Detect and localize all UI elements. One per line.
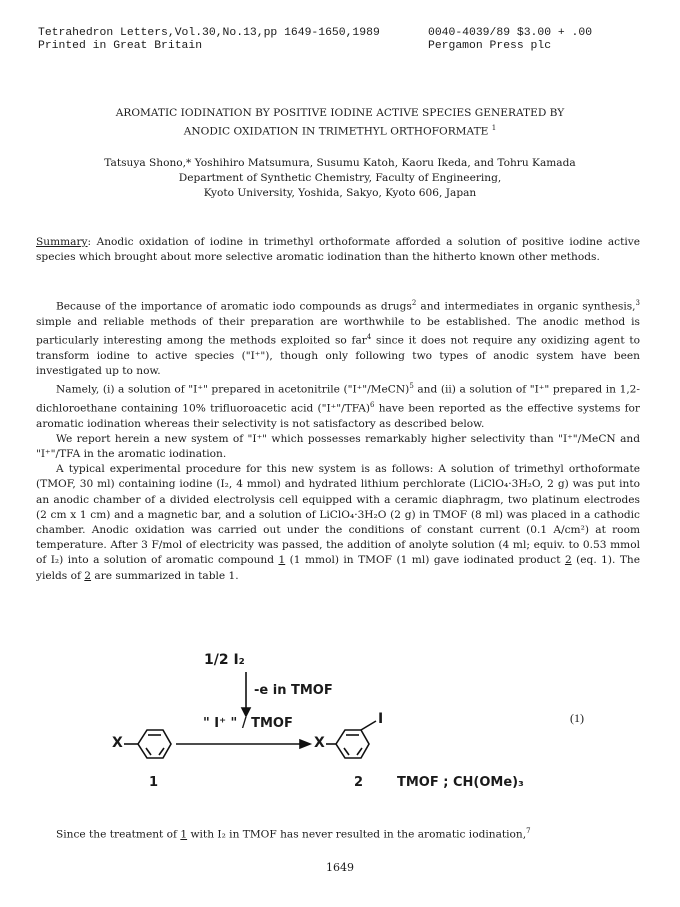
summary-label: Summary xyxy=(36,236,88,248)
paragraph-3: We report herein a new system of "I⁺" which possesses remarkably higher selectivity than "I⁺"/MeCN and "I⁺"/TFA in the aromatic iodination. xyxy=(36,432,640,460)
compound-2-ref-b: 2 xyxy=(84,569,92,582)
ref-6: 6 xyxy=(369,400,375,409)
p1-text-c: simple and reliable methods of their preparation are worthwhile to be established. The anodic method is particularly interesting among the methods exploited so far xyxy=(36,315,640,347)
affiliation-line-1: Department of Synthetic Chemistry, Faculty of Engineering, xyxy=(178,172,502,184)
article-code: 0040-4039/89 $3.00 + .00 xyxy=(428,27,593,39)
compound-2-label: 2 xyxy=(354,775,364,790)
compound-1-ref-b: 1 xyxy=(180,828,188,841)
substituent-left: X xyxy=(112,735,123,751)
electrolysis-step: -e in TMOF xyxy=(254,683,333,698)
iodo-substituent: I xyxy=(378,711,384,727)
p5-text-a: Since the treatment of xyxy=(56,828,181,841)
p5-text-b: with I₂ in TMOF has never resulted in the aromatic iodination, xyxy=(187,828,527,841)
compound-1-label: 1 xyxy=(149,775,159,790)
ref-5: 5 xyxy=(409,382,414,391)
p4-text-b: (1 mmol) in TMOF (1 ml) gave iodinated product xyxy=(285,554,565,567)
compound-1-ref: 1 xyxy=(278,554,286,567)
p1-text-a: Because of the importance of aromatic iodo compounds as drugs xyxy=(56,300,412,313)
vertical-arrowhead xyxy=(242,708,250,716)
reaction-arrowhead xyxy=(300,740,310,748)
arrow-label: " I⁺ " / TMOF xyxy=(203,716,293,731)
ref-3: 3 xyxy=(635,299,640,307)
compound-2-ref: 2 xyxy=(564,554,572,567)
p2-text-b: and (ii) a solution of "I⁺" prepared in 1,2-dichloroethane containing 10% trifluoroacetic acid ("I⁺"/TFA) xyxy=(36,383,641,415)
paragraph-5 xyxy=(36,824,640,843)
title-ref: 1 xyxy=(491,124,497,132)
iodine-reagent: 1/2 I₂ xyxy=(204,652,245,668)
title-line-2-text: ANODIC OXIDATION IN TRIMETHYL ORTHOFORMATE xyxy=(183,125,489,138)
p1-text-b: and intermediates in organic synthesis, xyxy=(416,300,636,313)
tmof-definition: TMOF ; CH(OMe)₃ xyxy=(397,775,524,790)
p2-text-c: have been reported as the effective systems for aromatic iodination whereas their selectivity is not satisfactory as described below. xyxy=(36,402,640,430)
p4-text-d: are summarized in table 1. xyxy=(91,569,239,582)
p4-text-c: (eq. 1). The yields of xyxy=(36,554,640,582)
page-number: 1649 xyxy=(326,861,354,874)
p4-text-a: A typical experimental procedure for this new system is as follows: A solution of trimethyl orthoformate (TMOF, 30 ml) containing iodine (I₂, 4 mmol) and hydrated lithium perchlorate (LiClO₄·3H₂O, 2 g) was put into an anodic chamber of a divided electrolysis cell equipped with a ceramic diaphragm, two platinum electrodes (2 cm x 1 cm) and a magnetic bar, and a solution of LiClO₄·3H₂O (2 g) in TMOF (8 ml) was placed in a cathodic chamber. Anodic oxidation was carried out under the conditions of constant current (0.1 A/cm²) at room temperature. After 3 F/mol of electricity was passed, the addition of anolyte solution (4 ml; equiv. to 0.53 mmol of I₂) into a solution of aromatic compound xyxy=(36,463,640,567)
ref-7: 7 xyxy=(526,827,531,835)
benzene-ring-right xyxy=(326,721,376,758)
p1-text-d: since it does not require any oxidizing agent to transform iodine to active species ("I⁺"), though only following two types of anodic system have been investigated up to now. xyxy=(36,334,640,377)
benzene-ring-left xyxy=(124,730,171,758)
substituent-right: X xyxy=(314,735,325,751)
ref-4: 4 xyxy=(366,332,372,341)
summary-text: : Anodic oxidation of iodine in trimethyl orthoformate afforded a solution of positive iodine active species which brought about more selective aromatic iodination than the hitherto known other methods. xyxy=(36,236,640,264)
title-line-1: AROMATIC IODINATION BY POSITIVE IODINE ACTIVE SPECIES GENERATED BY xyxy=(115,107,565,119)
author-list: Tatsuya Shono,* Yoshihiro Matsumura, Susumu Katoh, Kaoru Ikeda, and Tohru Kamada xyxy=(104,157,576,169)
ref-2: 2 xyxy=(411,299,417,307)
printed-location: Printed in Great Britain xyxy=(38,40,203,52)
equation-number: (1) xyxy=(570,711,584,725)
p2-text-a: Namely, (i) a solution of "I⁺" prepared in acetonitrile ("I⁺"/MeCN) xyxy=(56,383,410,396)
affiliation-line-2: Kyoto University, Yoshida, Sakyo, Kyoto 606, Japan xyxy=(203,187,477,199)
publisher: Pergamon Press plc xyxy=(428,40,552,52)
journal-citation: Tetrahedron Letters,Vol.30,No.13,pp 1649-1650,1989 xyxy=(38,27,380,39)
